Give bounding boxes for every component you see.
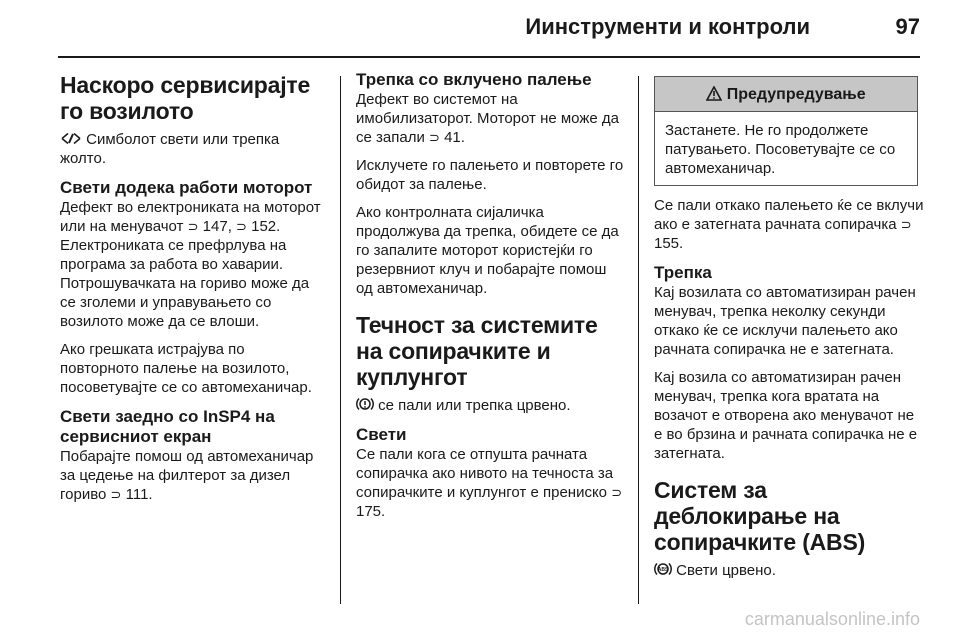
column-3 (654, 70, 924, 589)
warning-text: Застанете. Не го продолжете патувањето. Посоветувајте се со автомеханичар. (665, 122, 896, 177)
paragraph-auto-gearbox-a: Кај возилата со автоматизиран рачен менувач, трепка неколку секунди откако ќе се исклучи палењето ако рачната сопирачка не е затегната. (654, 284, 916, 358)
paragraph-engine-fault (60, 198, 326, 331)
handbrake-text: Се пали откако палењето ќе се вклучи ако е затегната рачната сопирачка (654, 197, 924, 233)
fluid-low-text: Се пали кога се отпушта рачната сопирачка ако нивото на течноста за сопирачките и куплунгот е прениско (356, 446, 614, 501)
page-ref-41[interactable]: 41. (444, 129, 465, 146)
paragraph-abs (654, 561, 924, 580)
page-ref-111[interactable]: 111. (125, 486, 153, 503)
page-ref-icon: ⊃ (236, 219, 247, 234)
warning-body (655, 112, 917, 185)
column-2 (356, 70, 624, 530)
service-wrench-icon (60, 131, 86, 148)
page-ref-icon: ⊃ (110, 487, 122, 502)
column-divider (340, 76, 341, 604)
heading-abs: Систем за деблокирање на сопирачките (ABS) (654, 477, 866, 555)
warning-header (655, 77, 917, 112)
service-symbol-text: Симболот свети или трепка жолто. (60, 131, 280, 167)
abs-icon (654, 562, 676, 579)
paragraph-immobiliser (356, 90, 624, 147)
page-ref-icon: ⊃ (187, 219, 199, 234)
paragraph-spare-key: Ако контролната сијаличка продолжува да трепка, обидете се да го запалите моторот користејќи го резервниот клуч и побарајте помош од автомеханичар. (356, 204, 619, 297)
paragraph-handbrake (654, 196, 924, 253)
heading-engine-running: Свети додека работи моторот (60, 178, 313, 197)
warning-title: Предупредување (726, 86, 866, 103)
page-ref-175[interactable]: 175. (356, 503, 386, 520)
paragraph-service-symbol (60, 130, 326, 168)
paragraph-auto-gearbox-b: Кај возила со автоматизиран рачен менувач, трепка кога вратата на возачот е отворена ако менувачот не е во брзина и рачната сопирачка не е затегната. (654, 369, 918, 462)
page-ref-152-text: 152. Електрониката се префрлува на програма за работа во хаварии. Потрошувачката на гориво може да се зголеми и управувањето со возилото може да се влоши. (60, 218, 310, 330)
warning-box (654, 76, 918, 186)
paragraph-insp4 (60, 447, 326, 504)
heading-flash-ignition: Трепка со вклучено палење (356, 70, 592, 89)
paragraph-ignition-retry: Исклучете го палењето и повторете го обидот за палење. (356, 157, 624, 193)
insp4-text: Побарајте помош од автомеханичар за цедење на филтерот за дизел гориво (60, 448, 314, 503)
page-number: 97 (895, 14, 920, 39)
brake-fluid-text: се пали или трепка црвено. (378, 397, 571, 414)
warning-triangle-icon (706, 86, 726, 103)
paragraph-fluid-low (356, 445, 624, 521)
column-divider (638, 76, 639, 604)
abs-text: Свети црвено. (676, 562, 776, 579)
immobiliser-text: Дефект во системот на имобилизаторот. Моторот не може да се запали (356, 91, 619, 146)
header-rule (58, 56, 920, 58)
paragraph-brake-fluid (356, 396, 624, 415)
brake-fluid-icon (356, 397, 378, 414)
running-header-title: Иинструменти и контроли (525, 14, 810, 39)
page-ref-icon: ⊃ (611, 485, 623, 500)
page-ref-icon: ⊃ (900, 217, 912, 232)
heading-flash: Трепка (654, 263, 712, 282)
heading-service-vehicle: Наскоро сервисирајте го возилото (60, 72, 311, 124)
heading-brake-fluid: Течност за системите на сопирачките и куплунгот (356, 312, 598, 390)
engine-fault-text: Дефект во електрониката на моторот или на менувачот (60, 199, 321, 235)
heading-insp4: Свети заедно со InSP4 на сервисниот екран (60, 407, 275, 446)
page-ref-icon: ⊃ (429, 130, 440, 145)
page-ref-147[interactable]: 147, (202, 218, 232, 235)
heading-lit: Свети (356, 425, 407, 444)
paragraph-engine-persist: Ако грешката истрајува по повторното палење на возилото, посоветувајте се со автомеханичар. (60, 341, 312, 396)
page-ref-155[interactable]: 155. (654, 235, 684, 252)
svg-text:ABS: ABS (657, 567, 669, 573)
column-1 (60, 70, 326, 513)
watermark: carmanualsonline.info (744, 609, 920, 629)
